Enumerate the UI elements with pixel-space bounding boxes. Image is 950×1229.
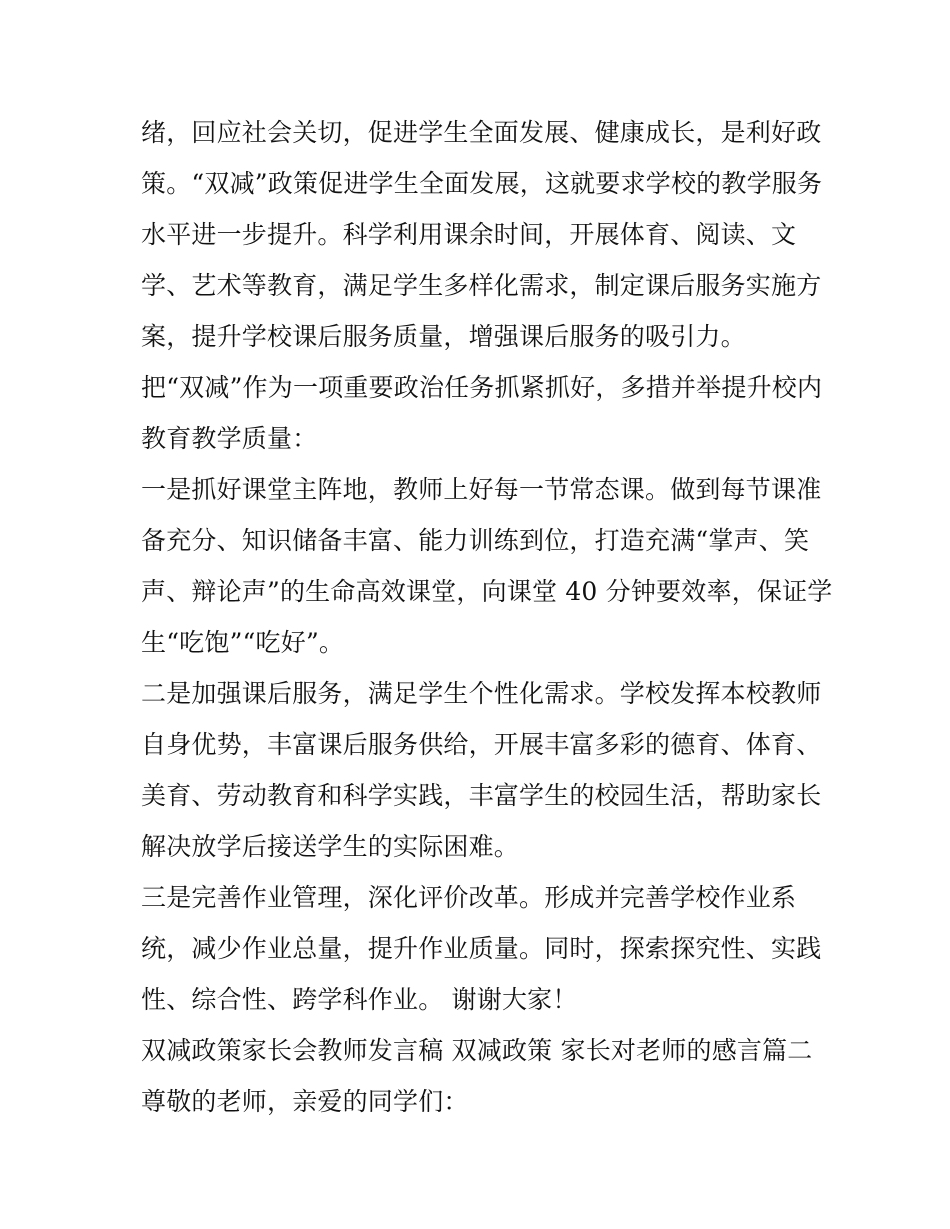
text-line: 绪，回应社会关切，促进学生全面发展、健康成长，是利好政 <box>141 118 822 147</box>
text-line: 性、综合性、跨学科作业。 谢谢大家！ <box>141 985 578 1014</box>
text-line: 备充分、知识储备丰富、能力训练到位，打造充满“掌声、笑 <box>141 526 810 555</box>
text-line: 案，提升学校课后服务质量，增强课后服务的吸引力。 <box>141 322 746 351</box>
text-line: 学、艺术等教育，满足学生多样化需求，制定课后服务实施方 <box>141 271 822 300</box>
text-line: 三是完善作业管理，深化评价改革。形成并完善学校作业系 <box>141 883 797 912</box>
text-line: 声、辩论声”的生命高效课堂，向课堂 40 分钟要效率，保证学 <box>141 577 833 606</box>
text-line: 自身优势，丰富课后服务供给，开展丰富多彩的德育、体育、 <box>141 730 822 759</box>
text-line: 美育、劳动教育和科学实践，丰富学生的校园生活，帮助家长 <box>141 781 822 810</box>
text-line: 一是抓好课堂主阵地，教师上好每一节常态课。做到每节课准 <box>141 475 822 504</box>
text-line: 生“吃饱”“吃好”。 <box>141 628 345 657</box>
text-line: 水平进一步提升。科学利用课余时间，开展体育、阅读、文 <box>141 220 797 249</box>
text-line: 策。“双减”政策促进学生全面发展，这就要求学校的教学服务 <box>141 169 823 198</box>
text-line: 教育教学质量： <box>141 424 318 453</box>
text-line: 解决放学后接送学生的实际困难。 <box>141 832 520 861</box>
text-line: 把“双减”作为一项重要政治任务抓紧抓好，多措并举提升校内 <box>141 373 823 402</box>
text-line: 统，减少作业总量，提升作业质量。同时，探索探究性、实践 <box>141 934 822 963</box>
text-line: 尊敬的老师，亲爱的同学们： <box>141 1087 469 1116</box>
document-body <box>141 107 833 1127</box>
text-line: 双减政策家长会教师发言稿 双减政策 家长对老师的感言篇二 <box>141 1036 813 1065</box>
text-line: 二是加强课后服务，满足学生个性化需求。学校发挥本校教师 <box>141 679 822 708</box>
